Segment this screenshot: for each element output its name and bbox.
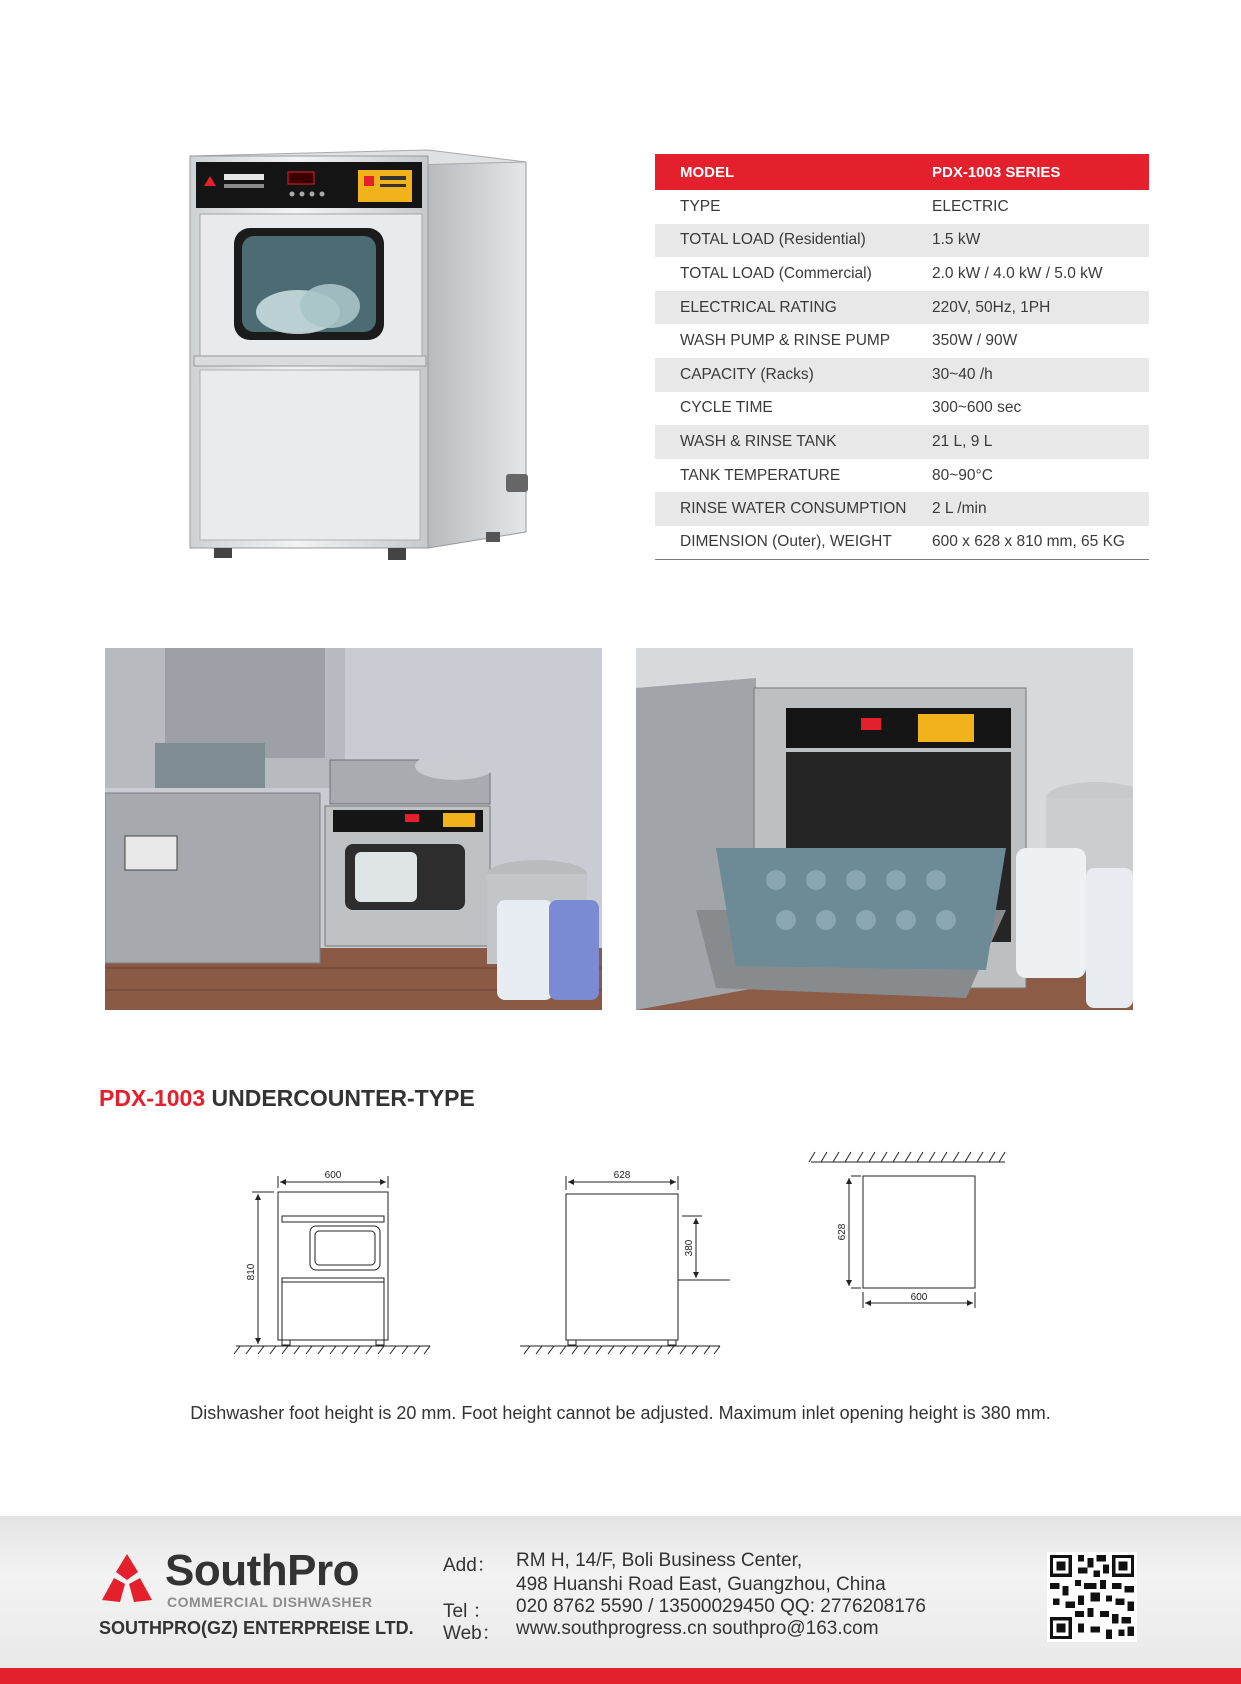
top-width-label: 600 <box>910 1292 928 1303</box>
brand-name: SouthPro <box>165 1546 359 1595</box>
spec-row <box>655 358 1149 392</box>
spec-value: 2 L /min <box>907 492 1149 526</box>
spec-row <box>655 459 1149 493</box>
installation-photo-kitchen <box>105 648 602 1010</box>
spec-row <box>655 324 1149 358</box>
side-view-drawing <box>520 1160 730 1370</box>
spec-value: 21 L, 9 L <box>907 425 1149 459</box>
spec-row <box>655 257 1149 291</box>
southpro-logo-icon <box>98 1552 156 1610</box>
spec-label: WASH & RINSE TANK <box>655 425 907 459</box>
spec-row <box>655 526 1149 560</box>
spec-row <box>655 392 1149 426</box>
spec-value: 350W / 90W <box>932 332 1018 350</box>
dishwasher-product-image <box>180 140 540 560</box>
installation-note: Dishwasher foot height is 20 mm. Foot height cannot be adjusted. Maximum inlet opening height is 380 mm. <box>190 1403 1051 1423</box>
web-link[interactable]: www.southprogress.cn southpro@163.com <box>516 1618 879 1639</box>
spec-label: WASH PUMP & RINSE PUMP <box>680 332 891 350</box>
spec-value: 80~90°C <box>932 466 993 484</box>
spec-row <box>655 224 1149 258</box>
front-width-label: 600 <box>324 1170 342 1181</box>
spec-label: ELECTRICAL RATING <box>655 291 907 325</box>
spec-label: DIMENSION (Outer), WEIGHT <box>655 526 907 560</box>
footer-accent-stripe <box>0 1668 1241 1684</box>
section-title <box>99 1085 475 1112</box>
spec-table <box>655 154 1149 560</box>
spec-value: 300~600 sec <box>932 399 1022 417</box>
spec-header-label: MODEL <box>655 154 907 190</box>
spec-label: TOTAL LOAD (Commercial) <box>680 264 872 282</box>
spec-label: TANK TEMPERATURE <box>680 466 841 484</box>
front-view-drawing <box>230 1160 440 1370</box>
brand-tagline: COMMERCIAL DISHWASHER <box>167 1594 373 1610</box>
tel-value: 020 8762 5590 / 13500029450 QQ: 2776208176 <box>516 1596 926 1617</box>
top-view-drawing <box>805 1150 1015 1320</box>
address-line-1: RM H, 14/F, Boli Business Center, <box>516 1550 803 1571</box>
front-height-label: 810 <box>246 1263 257 1281</box>
spec-value: ELECTRIC <box>932 197 1009 215</box>
spec-value: 1.5 kW <box>907 224 1149 258</box>
side-depth-label: 628 <box>613 1170 631 1181</box>
spec-row <box>655 425 1149 459</box>
spec-value: 2.0 kW / 4.0 kW / 5.0 kW <box>932 264 1103 282</box>
spec-label: CAPACITY (Racks) <box>655 358 907 392</box>
tel-label: Tel ： <box>443 1601 492 1622</box>
spec-row <box>655 492 1149 526</box>
address-line-2: 498 Huanshi Road East, Guangzhou, China <box>516 1574 886 1595</box>
side-opening-label: 380 <box>684 1239 695 1257</box>
installation-photo-open-door <box>636 648 1133 1010</box>
spec-label: TYPE <box>680 197 721 215</box>
spec-label: RINSE WATER CONSUMPTION <box>655 492 907 526</box>
spec-value: 220V, 50Hz, 1PH <box>907 291 1149 325</box>
spec-value: 30~40 /h <box>907 358 1149 392</box>
company-name: SOUTHPRO(GZ) ENTERPREISE LTD. <box>99 1618 414 1638</box>
spec-table-header <box>655 154 1149 190</box>
spec-row <box>655 291 1149 325</box>
spec-label: TOTAL LOAD (Residential) <box>655 224 907 258</box>
spec-header-value: PDX-1003 SERIES <box>907 154 1149 190</box>
section-type: UNDERCOUNTER-TYPE <box>211 1085 475 1111</box>
address-label: Add： <box>443 1555 496 1576</box>
spec-value: 600 x 628 x 810 mm, 65 KG <box>907 526 1149 560</box>
top-depth-label: 628 <box>837 1223 848 1241</box>
qr-code-icon[interactable] <box>1047 1552 1137 1642</box>
spec-label: CYCLE TIME <box>680 399 773 417</box>
section-model: PDX-1003 <box>99 1085 206 1111</box>
spec-row <box>655 190 1149 224</box>
web-label: Web： <box>443 1623 501 1644</box>
